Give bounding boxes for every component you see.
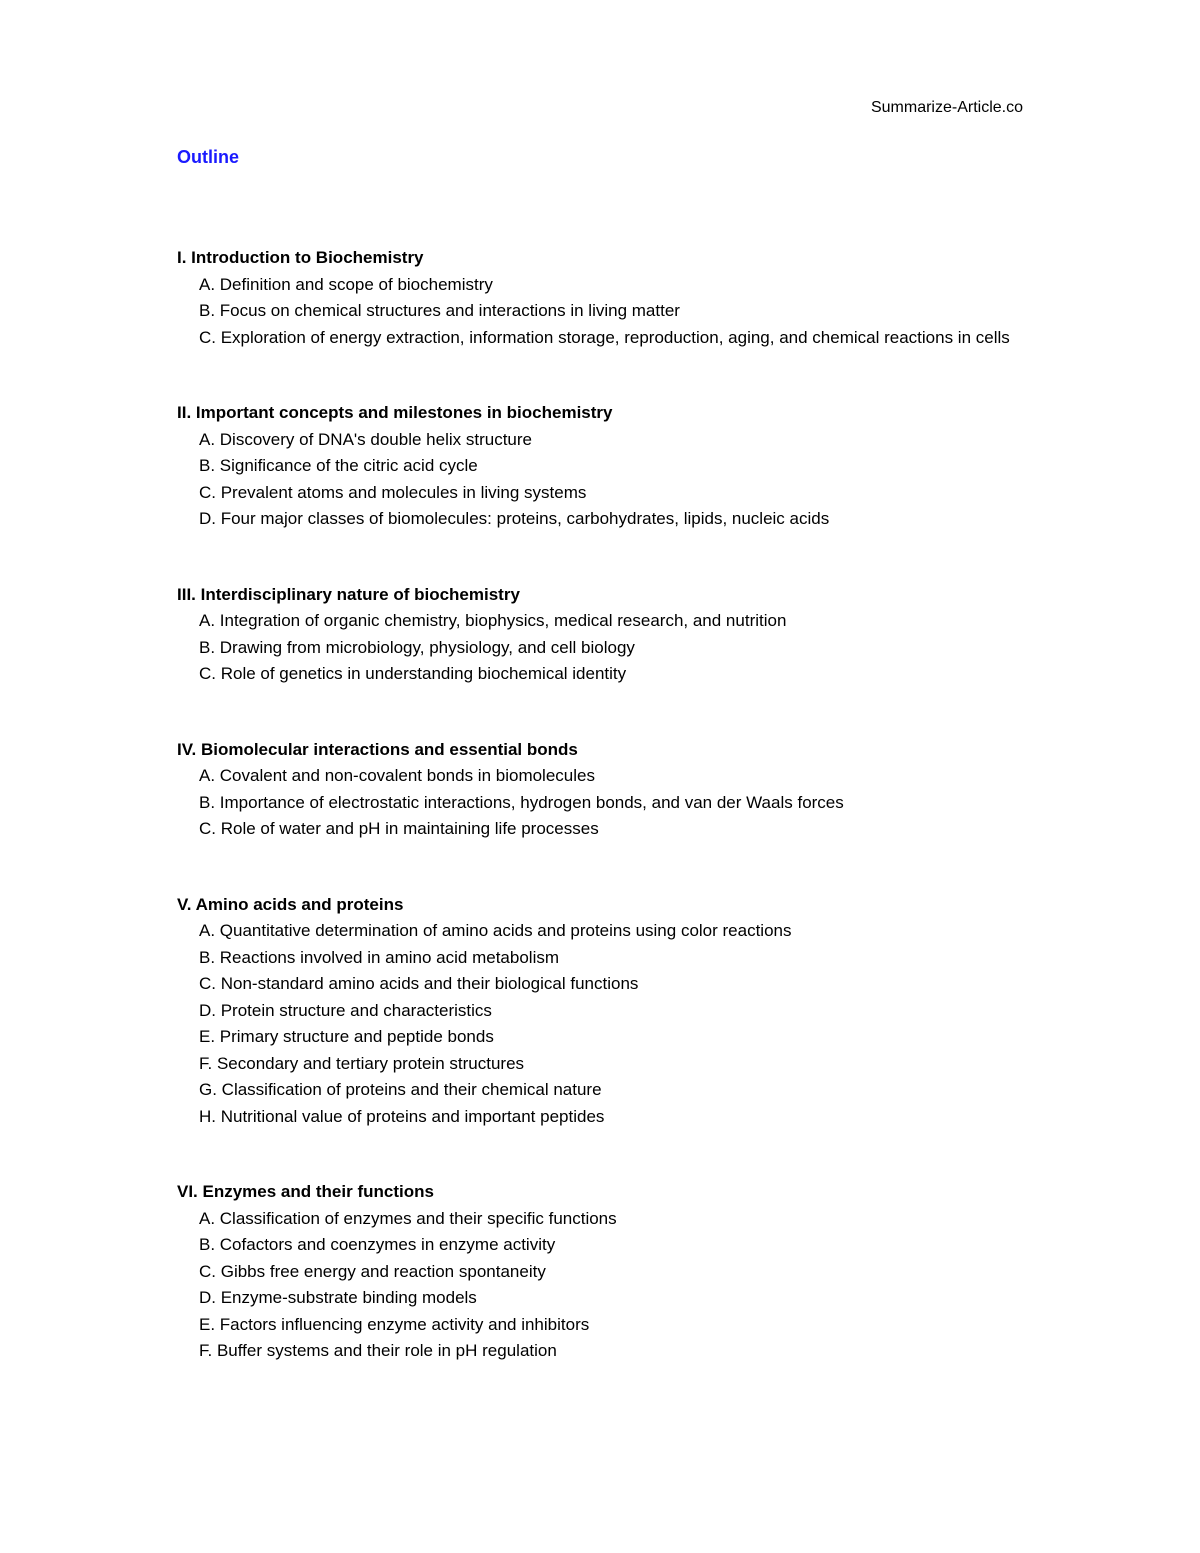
outline-item: A. Discovery of DNA's double helix structure [199,429,532,449]
outline-item: H. Nutritional value of proteins and important peptides [199,1106,605,1126]
section-heading: V. Amino acids and proteins [177,894,404,914]
outline-item: B. Focus on chemical structures and interactions in living matter [199,301,680,320]
section-heading: VI. Enzymes and their functions [177,1182,434,1201]
outline-item: A. Quantitative determination of amino acids and proteins using color reactions [199,921,792,940]
outline-item: C. Exploration of energy extraction, information storage, reproduction, aging, and chemical reactions in cells [199,327,1010,347]
section-heading: I. Introduction to Biochemistry [177,248,424,267]
section-heading: IV. Biomolecular interactions and essential bonds [177,739,578,759]
outline-item: B. Drawing from microbiology, physiology, and cell biology [199,637,635,657]
outline-item: B. Significance of the citric acid cycle [199,456,478,475]
outline-item: A. Covalent and non-covalent bonds in biomolecules [199,766,595,785]
outline-item: E. Factors influencing enzyme activity and inhibitors [199,1314,590,1334]
outline-section [177,582,1023,688]
outline-title: Outline [177,147,239,167]
outline-section [177,400,1023,533]
outline-item: B. Cofactors and coenzymes in enzyme activity [199,1235,556,1254]
site-watermark: Summarize-Article.co [870,99,1023,116]
outline-item: C. Prevalent atoms and molecules in living systems [199,482,587,502]
outline-item: F. Secondary and tertiary protein structures [199,1053,525,1073]
section-heading: II. Important concepts and milestones in biochemistry [177,403,613,422]
outline-section [177,1179,1023,1365]
outline-item: B. Reactions involved in amino acid metabolism [199,947,560,967]
outline-item: C. Role of genetics in understanding biochemical identity [199,664,627,683]
outline-item: A. Classification of enzymes and their specific functions [199,1208,617,1228]
outline-item: A. Definition and scope of biochemistry [199,274,493,294]
outline-item: B. Importance of electrostatic interactions, hydrogen bonds, and van der Waals forces [199,792,844,812]
outline-item: A. Integration of organic chemistry, biophysics, medical research, and nutrition [199,611,787,630]
outline-item: F. Buffer systems and their role in pH regulation [199,1341,557,1360]
outline-item: C. Non-standard amino acids and their biological functions [199,974,639,993]
outline-item: E. Primary structure and peptide bonds [199,1027,494,1046]
outline-section [177,892,1023,1131]
outline-item: C. Role of water and pH in maintaining life processes [199,819,599,838]
outline-item: C. Gibbs free energy and reaction spontaneity [199,1261,546,1281]
outline-item: D. Four major classes of biomolecules: proteins, carbohydrates, lipids, nucleic acids [199,509,830,528]
outline-item: D. Protein structure and characteristics [199,1000,492,1020]
outline-body [177,245,1023,1414]
outline-section [177,737,1023,843]
outline-item: G. Classification of proteins and their chemical nature [199,1080,602,1099]
outline-section [177,245,1023,351]
outline-item: D. Enzyme-substrate binding models [199,1288,477,1307]
section-heading: III. Interdisciplinary nature of biochemistry [177,584,520,604]
